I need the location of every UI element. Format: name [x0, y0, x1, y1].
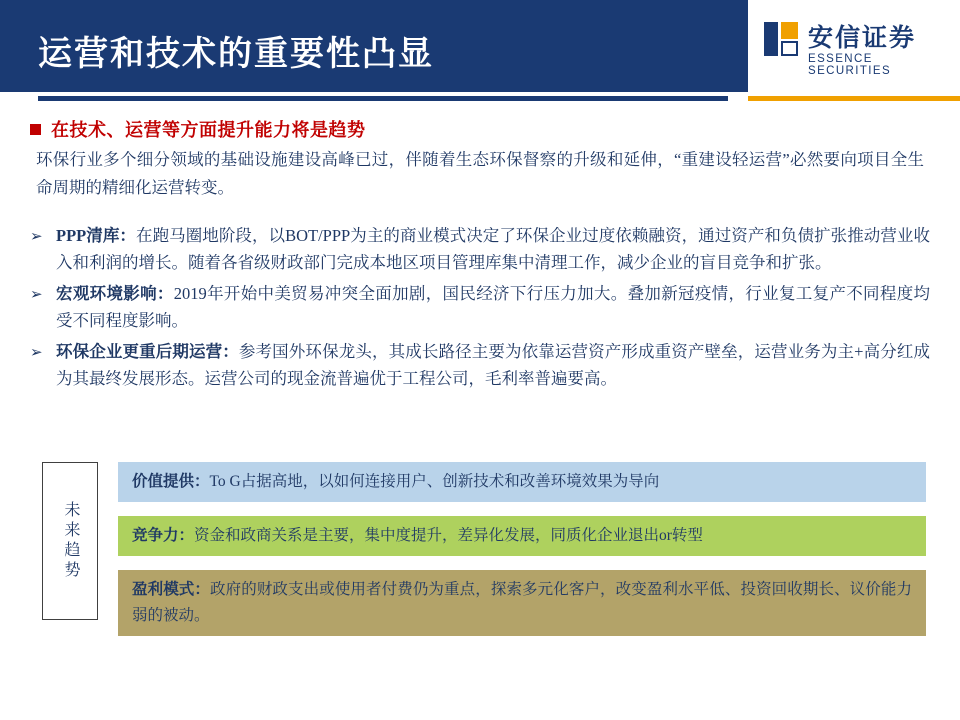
diagram-row-competitiveness	[118, 516, 926, 556]
trend-side-label-box	[42, 462, 98, 620]
diagram-row-label: 竞争力：	[132, 527, 195, 544]
lead-paragraph: 环保行业多个细分领域的基础设施建设高峰已过，伴随着生态环保督察的升级和延伸，“重建设轻运营”必然要向项目全生命周期的精细化运营转变。	[36, 150, 924, 197]
page-title: 运营和技术的重要性凸显	[38, 34, 434, 74]
brand-logo	[748, 0, 960, 92]
list-item-text: 2019年开始中美贸易冲突全面加剧，国民经济下行压力加大。叠加新冠疫情，行业复工复产不同程度均受不同程度影响。	[56, 284, 931, 330]
arrow-right-icon: ➢	[30, 227, 43, 245]
header-divider-accent	[748, 96, 960, 101]
diagram-row-profit-model	[118, 570, 926, 636]
diagram-row-text: 资金和政商关系是主要，集中度提升，差异化发展，同质化企业退出or转型	[194, 527, 703, 544]
diagram-row-text: 政府的财政支出或使用者付费仍为重点，探索多元化客户，改变盈利水平低、投资回收期长、议价能力弱的被动。	[132, 581, 912, 624]
essence-logo-icon	[764, 22, 798, 56]
list-item-label: 环保企业更重后期运营：	[56, 342, 239, 361]
logo-english-name: ESSENCE SECURITIES	[808, 53, 892, 77]
points-list	[30, 222, 930, 396]
arrow-right-icon: ➢	[30, 285, 43, 303]
trend-side-label: 未来趋势	[62, 501, 79, 581]
list-item	[30, 280, 930, 334]
logo-chinese-name: 安信证券	[808, 23, 917, 52]
list-item-label: 宏观环境影响：	[56, 284, 174, 303]
diagram-row-value-proposition	[118, 462, 926, 502]
list-item	[30, 222, 930, 276]
list-item-text: 在跑马圈地阶段，以BOT/PPP为主的商业模式决定了环保企业过度依赖融资，通过资产和负债扩张推动营业收入和利润的增长。随着各省级财政部门完成本地区项目管理库集中清理工作，减少企业的盲目竞争和扩张。	[56, 226, 930, 272]
header-divider	[38, 96, 728, 101]
section-heading	[30, 116, 366, 142]
list-item	[30, 338, 930, 392]
diagram-row-label: 盈利模式：	[132, 581, 211, 598]
red-square-bullet-icon	[30, 124, 41, 135]
diagram-row-text: To G占据高地，以如何连接用户、创新技术和改善环境效果为导向	[209, 473, 660, 490]
section-heading-text: 在技术、运营等方面提升能力将是趋势	[51, 120, 366, 140]
list-item-label: PPP清库：	[56, 226, 136, 245]
arrow-right-icon: ➢	[30, 343, 43, 361]
diagram-row-label: 价值提供：	[132, 473, 210, 490]
list-item-text: 参考国外环保龙头，其成长路径主要为依靠运营资产形成重资产壁垒，运营业务为主+高分红成为其最终发展形态。运营公司的现金流普遍优于工程公司，毛利率普遍要高。	[56, 342, 931, 388]
